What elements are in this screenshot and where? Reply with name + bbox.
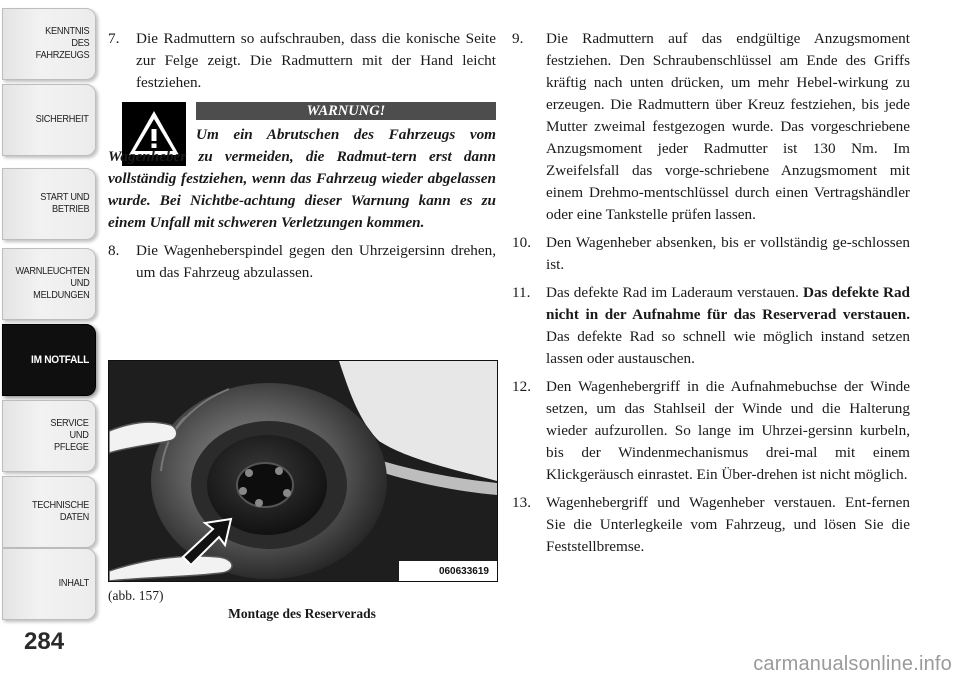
tab-label: INHALT	[58, 578, 89, 589]
step-10	[512, 232, 910, 276]
step-text: Die Radmuttern auf das endgültige Anzugsmoment festziehen. Den Schraubenschlüssel am Ende des Griffs kräftig nach unten drücken, um mehr Hebel-wirkung zu erzeugen. Die Radmuttern über Kreuz festziehen, bis jede Mutter zweimal festgezogen wurde. Das vorgeschriebene Anzugsmoment jeder Radmutter ist 130 Nm. Im Zweifelsfall das vorge-schriebene Anzugsmoment mit einem Drehmo-mentschlüssel durch einen Vertragshändler oder eine Tankstelle prüfen lassen.	[546, 30, 910, 223]
page-number: 284	[24, 628, 65, 655]
step-text: Den Wagenheber absenken, bis er vollständig ge-schlossen ist.	[546, 234, 910, 273]
chapter-sidebar	[0, 0, 98, 678]
step-number: 9.	[512, 30, 524, 47]
figure-reference: (abb. 157)	[108, 588, 164, 603]
step-8	[108, 240, 496, 284]
tab-start-und-betrieb[interactable]	[2, 168, 96, 240]
step-11	[512, 282, 910, 370]
step-9	[512, 28, 910, 226]
step-number: 7.	[108, 30, 120, 47]
step-12	[512, 376, 910, 486]
step-7	[108, 28, 496, 94]
step-text: Die Wagenheberspindel gegen den Uhrzeigersinn drehen, um das Fahrzeug abzulassen.	[136, 242, 496, 281]
watermark-text: carmanualsonline.info	[753, 653, 952, 675]
step-number: 13.	[512, 494, 531, 511]
tab-label: TECHNISCHE DATEN	[31, 500, 89, 523]
step-number: 12.	[512, 378, 531, 395]
spare-wheel-illustration	[108, 360, 498, 582]
tab-label: KENNTNIS DES FAHRZEUGS	[35, 26, 89, 61]
step-number: 11.	[512, 284, 531, 301]
warning-box	[108, 102, 496, 234]
figure-caption: Montage des Reserverads	[228, 606, 376, 621]
step-text: Wagenhebergriff und Wagenheber verstauen. Ent-fernen Sie die Unterlegkeile vom Fahrzeug, und lösen Sie die Feststellbremse.	[546, 494, 910, 555]
step-text: Das defekte Rad im Laderaum verstauen.	[546, 284, 804, 301]
warning-title: WARNUNG!	[196, 102, 496, 120]
right-column	[512, 28, 910, 564]
step-text: Die Radmuttern so aufschrauben, dass die konische Seite zur Felge zeigt. Die Radmuttern mit der Hand leicht festziehen.	[136, 30, 496, 91]
step-number: 10.	[512, 234, 531, 251]
step-13	[512, 492, 910, 558]
tab-technische-daten[interactable]	[2, 476, 96, 548]
tab-label: START UND BETRIEB	[39, 192, 89, 215]
tab-kenntnis-des-fahrzeugs[interactable]	[2, 8, 96, 80]
tab-label: WARNLEUCHTEN UND MELDUNGEN	[14, 266, 89, 301]
step-number: 8.	[108, 242, 120, 259]
tab-service-und-pflege[interactable]	[2, 400, 96, 472]
step-text: Den Wagenhebergriff in die Aufnahmebuchse der Winde setzen, um das Stahlseil der Winde und die Halterung wieder aufzurollen. So lange im Uhrzei-gersinn kurbeln, bis der Windenmechanismus drei-mal mit einem Klickgeräusch einrastet. Ein Über-drehen ist nicht möglich.	[546, 378, 910, 483]
tab-warnleuchten-und-meldungen[interactable]	[2, 248, 96, 320]
tab-label: SERVICE UND PFLEGE	[50, 418, 89, 453]
tab-inhalt[interactable]	[2, 548, 96, 620]
tab-sicherheit[interactable]	[2, 84, 96, 156]
warning-text: Um ein Abrutschen des Fahrzeugs vom Wagenheber zu vermeiden, die Radmut-tern erst dann vollständig festziehen, wenn das Fahrzeug wieder abgelassen wurde. Bei Nichtbe-achtung dieser Warnung kann es zu einem Unfall mit schweren Verletzungen kommen.	[108, 126, 496, 231]
tab-label: IM NOTFALL	[31, 354, 89, 366]
figure-code: 060633619	[438, 566, 489, 577]
tire-mounting-image	[109, 361, 497, 581]
step-text: Das defekte Rad so schnell wie möglich instand setzen lassen oder austauschen.	[546, 328, 910, 367]
tab-im-notfall[interactable]	[2, 324, 96, 396]
step-text-bold: Das defekte Rad nicht in der Aufnahme für das Reserverad verstauen.	[546, 284, 910, 323]
left-column	[108, 28, 496, 288]
tab-label: SICHERHEIT	[36, 114, 89, 125]
